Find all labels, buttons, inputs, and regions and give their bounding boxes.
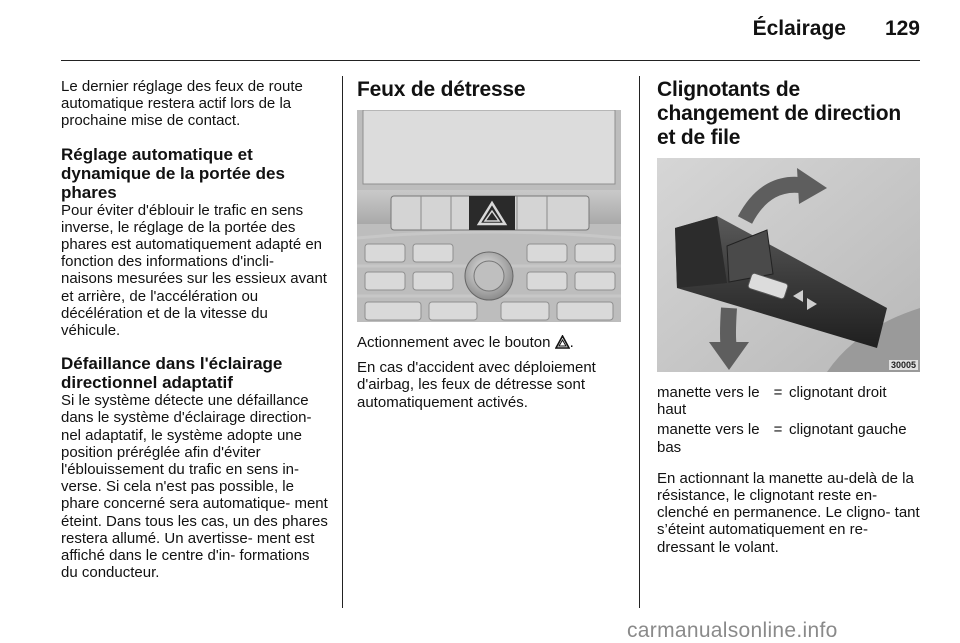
column-right xyxy=(657,78,922,556)
page-header xyxy=(0,0,960,60)
legend-term: manette vers le bas xyxy=(657,421,760,456)
caption-end: . xyxy=(569,334,574,351)
legend-equals: = xyxy=(773,384,783,401)
column-divider xyxy=(639,76,640,608)
section-heading-afl-failure: Défaillance dans l'éclairage directionnel adaptatif xyxy=(61,354,283,393)
section-title-hazard: Feux de détresse xyxy=(357,78,526,101)
column-middle xyxy=(357,78,622,411)
section-heading-auto-leveling: Réglage automatique et dynamique de la portée des phares xyxy=(61,144,285,202)
turn-signal-body: En actionnant la manette au-delà de la résistance, le clignotant reste en- clenché en permanence. Le cligno- tant s’éteint automatiquement en re- dressant le volant. xyxy=(657,469,920,556)
watermark: carmanualsonline.info xyxy=(627,619,838,642)
section-title-turn-signals: Clignotants de changement de direction et de file xyxy=(657,78,901,149)
legend-term: manette vers le haut xyxy=(657,384,760,419)
intro-paragraph: Le dernier réglage des feux de route automatique restera actif lors de la prochaine mise de contact. xyxy=(61,78,303,130)
turn-signal-lever-figure xyxy=(657,158,920,372)
legend-row xyxy=(657,384,922,418)
legend-table xyxy=(657,384,922,456)
legend-row xyxy=(657,418,922,455)
section-body-auto-leveling: Pour éviter d'éblouir le trafic en sens inverse, le réglage de la portée des phares est automatiquement adapté en fonction des informations d'incli- naisons mesurées sur les essieux avant et arrière, de l'accélération ou décélération et de la vitesse du véhicule. xyxy=(61,201,327,340)
figure-caption xyxy=(357,334,622,351)
hazard-triangle-icon xyxy=(555,335,570,349)
figure-number: 30005 xyxy=(890,360,916,370)
page-number: 129 xyxy=(884,17,920,40)
chapter-title: Éclairage xyxy=(752,17,846,40)
legend-desc: clignotant droit xyxy=(789,384,887,401)
caption-text: Actionnement avec le bouton xyxy=(357,334,551,351)
legend-desc: clignotant gauche xyxy=(789,421,907,439)
column-divider xyxy=(342,76,343,608)
header-rule xyxy=(61,60,920,61)
hazard-button-figure xyxy=(357,110,621,322)
hazard-body: En cas d'accident avec déploiement d'airbag, les feux de détresse sont automatiquement activés. xyxy=(357,359,596,411)
section-body-afl-failure: Si le système détecte une défaillance dans le système d'éclairage direction- nel adaptatif, le système adopte une position préréglée afin d'éviter l'éblouissement du trafic en sens in- verse. Si cela n'est pas possible, le phare concerné sera automatique- ment éteint. Dans tous les cas, un des phares restera allumé. Un avertisse- ment est affiché dans le centre d'in- formations du conducteur. xyxy=(61,392,328,582)
legend-equals: = xyxy=(773,421,783,439)
column-left xyxy=(61,78,329,581)
